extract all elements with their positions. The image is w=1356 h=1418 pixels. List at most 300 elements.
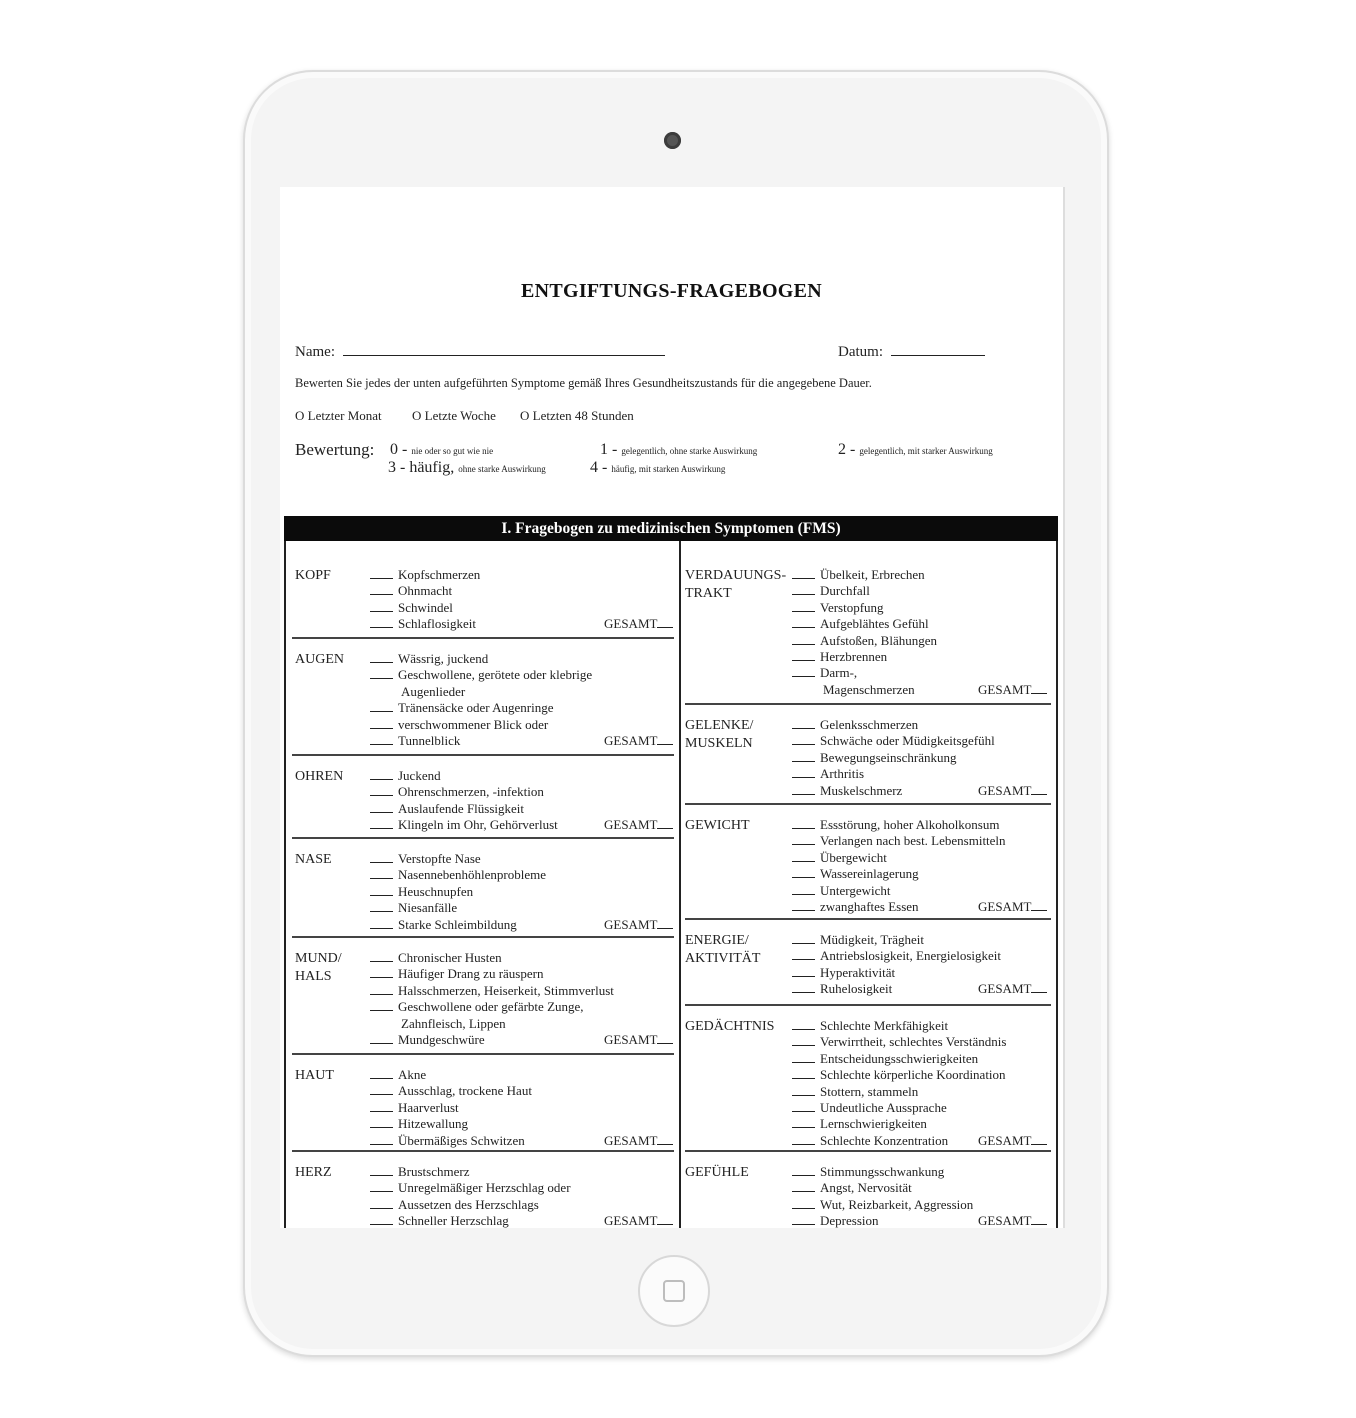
score-blank[interactable] xyxy=(370,769,393,780)
total-blank[interactable] xyxy=(1031,784,1047,795)
score-blank[interactable] xyxy=(792,767,815,778)
score-blank[interactable] xyxy=(370,967,393,978)
section-label: OHREN xyxy=(295,769,344,784)
symptom-text: Chronischer Husten xyxy=(398,950,502,965)
symptom-list xyxy=(370,950,614,1048)
symptom-list xyxy=(370,651,592,749)
symptom-item xyxy=(370,700,592,716)
score-blank[interactable] xyxy=(792,933,815,944)
symptom-text: Aufgeblähtes Gefühl xyxy=(820,616,929,632)
symptom-item xyxy=(792,981,1001,997)
score-blank[interactable] xyxy=(370,601,393,612)
score-blank[interactable] xyxy=(792,1085,815,1096)
score-blank[interactable] xyxy=(792,666,815,677)
total-blank[interactable] xyxy=(1031,1134,1047,1145)
score-blank[interactable] xyxy=(792,1165,815,1176)
symptom-item xyxy=(792,965,1001,981)
symptom-text: Gelenksschmerzen xyxy=(820,717,919,732)
section-separator xyxy=(685,1004,1051,1006)
symptom-text: Übergewicht xyxy=(820,849,887,865)
score-blank[interactable] xyxy=(792,1019,815,1030)
symptom-list xyxy=(370,1067,532,1149)
total-field[interactable] xyxy=(978,981,1047,997)
instruction-text: Bewerten Sie jedes der unten aufgeführten Symptome gemäß Ihres Gesundheitszustands für die angegebene Dauer. xyxy=(295,376,872,390)
symptom-text: Durchfall xyxy=(820,583,870,599)
symptom-item xyxy=(792,850,1006,866)
symptom-text: Wässrig, juckend xyxy=(398,651,489,666)
score-blank[interactable] xyxy=(370,852,393,863)
rating-label: Bewertung: xyxy=(295,440,375,459)
total-blank[interactable] xyxy=(657,734,673,745)
symptom-item xyxy=(370,667,592,683)
symptom-text: Übermäßiges Schwitzen xyxy=(398,1132,525,1148)
symptom-item xyxy=(792,932,1001,948)
symptom-item xyxy=(370,900,546,916)
symptom-text: Wassereinlagerung xyxy=(820,866,919,882)
total-field[interactable] xyxy=(604,917,673,933)
symptom-text: Auslaufende Flüssigkeit xyxy=(398,800,525,816)
symptom-item xyxy=(792,1034,1006,1050)
score-blank[interactable] xyxy=(792,1198,815,1209)
symptom-text: Schneller Herzschlag xyxy=(398,1213,509,1228)
section-label: VERDAUUNGS- TRAKT xyxy=(685,568,787,601)
symptom-item xyxy=(370,867,546,883)
symptom-text: Häufiger Drang zu räuspern xyxy=(398,966,544,982)
symptom-item xyxy=(370,1016,614,1032)
score-blank[interactable] xyxy=(370,1198,393,1209)
symptom-list xyxy=(792,817,1006,915)
total-label: GESAMT xyxy=(978,681,1032,697)
score-blank[interactable] xyxy=(792,634,815,645)
section-separator xyxy=(685,703,1051,705)
symptom-item xyxy=(370,1133,532,1149)
symptom-list xyxy=(792,567,937,698)
symptom-item xyxy=(370,1083,532,1099)
symptom-item xyxy=(792,616,937,632)
section-label: HERZ xyxy=(295,1165,332,1180)
symptom-item xyxy=(370,999,614,1015)
section-separator xyxy=(292,1150,674,1152)
total-blank[interactable] xyxy=(657,918,673,929)
total-label: GESAMT xyxy=(978,1132,1032,1148)
symptom-item xyxy=(370,583,480,599)
section-separator xyxy=(292,837,674,839)
rating-0: 0 - nie oder so gut wie nie xyxy=(390,441,494,458)
total-label: GESAMT xyxy=(978,899,1032,914)
symptom-item xyxy=(370,651,592,667)
symptom-text: Ohrenschmerzen, -infektion xyxy=(398,784,544,800)
score-blank[interactable] xyxy=(370,668,393,679)
total-field[interactable] xyxy=(978,899,1047,915)
symptom-text: Antriebslosigkeit, Energielosigkeit xyxy=(820,948,1002,964)
symptom-text: Arthritis xyxy=(820,766,865,782)
score-blank[interactable] xyxy=(370,818,393,829)
table-border-left xyxy=(284,541,286,1228)
symptom-text: Klingeln im Ohr, Gehörverlust xyxy=(398,817,558,833)
symptom-text: Starke Schleimbildung xyxy=(398,916,517,932)
symptom-item xyxy=(792,1067,1006,1083)
score-blank[interactable] xyxy=(370,1117,393,1128)
option-last-week[interactable]: O Letzte Woche xyxy=(412,408,496,423)
symptom-item xyxy=(370,616,480,632)
total-field[interactable] xyxy=(604,1032,673,1048)
total-blank[interactable] xyxy=(657,1033,673,1044)
symptom-text: Heuschnupfen xyxy=(398,883,474,899)
score-blank[interactable] xyxy=(370,951,393,962)
symptom-item xyxy=(792,833,1006,849)
symptom-text: Essstörung, hoher Alkoholkonsum xyxy=(820,817,1000,832)
score-blank[interactable] xyxy=(792,617,815,628)
symptom-text: Schlechte körperliche Koordination xyxy=(820,1067,1006,1083)
total-field[interactable] xyxy=(604,1133,673,1149)
rating-2: 2 - gelegentlich, mit starker Auswirkung xyxy=(838,441,993,458)
name-label: Name: xyxy=(295,344,335,360)
symptom-list xyxy=(792,717,995,799)
total-field[interactable] xyxy=(604,817,673,833)
score-blank[interactable] xyxy=(370,984,393,995)
symptom-text: Hitzewallung xyxy=(398,1116,469,1132)
symptom-item xyxy=(370,567,480,583)
section-label: HAUT xyxy=(295,1068,334,1083)
symptom-text: zwanghaftes Essen xyxy=(820,899,919,915)
symptom-list xyxy=(370,1164,571,1228)
total-label: GESAMT xyxy=(604,616,658,632)
score-blank[interactable] xyxy=(792,751,815,762)
symptom-text: Verwirrtheit, schlechtes Verständnis xyxy=(820,1034,1007,1050)
symptom-text: Stottern, stammeln xyxy=(820,1083,919,1099)
symptom-text: Stimmungsschwankung xyxy=(820,1164,945,1179)
symptom-text: Tränensäcke oder Augenringe xyxy=(398,700,554,716)
score-blank[interactable] xyxy=(792,966,815,977)
table-border-right xyxy=(1056,541,1058,1228)
total-field[interactable] xyxy=(604,616,673,632)
score-blank[interactable] xyxy=(370,1165,393,1176)
total-field[interactable] xyxy=(978,783,1047,799)
score-blank[interactable] xyxy=(792,734,815,745)
section-label: ENERGIE/ AKTIVITÄT xyxy=(685,933,761,966)
symptom-item xyxy=(792,600,937,616)
symptom-text: Ohnmacht xyxy=(398,583,453,599)
symptom-item xyxy=(792,817,1006,833)
name-row xyxy=(295,341,665,361)
symptom-item xyxy=(792,1133,1006,1149)
symptom-item xyxy=(370,684,592,700)
total-label: GESAMT xyxy=(604,916,658,932)
document-title: ENTGIFTUNGS-FRAGEBOGEN xyxy=(520,280,823,302)
symptom-item xyxy=(370,917,546,933)
symptom-text: Geschwollene, gerötete oder klebrige xyxy=(398,667,593,683)
symptom-item xyxy=(370,1197,571,1213)
symptom-list xyxy=(792,1164,973,1228)
score-blank[interactable] xyxy=(792,1134,815,1145)
symptom-item xyxy=(370,1213,571,1228)
score-blank[interactable] xyxy=(792,949,815,960)
date-field[interactable] xyxy=(891,341,985,356)
symptom-item xyxy=(370,801,558,817)
score-blank[interactable] xyxy=(370,584,393,595)
symptom-item xyxy=(370,884,546,900)
symptom-text: Aussetzen des Herzschlags xyxy=(398,1196,539,1212)
rating-3: 3 - häufig, ohne starke Auswirkung xyxy=(388,459,546,476)
table-divider-middle xyxy=(679,541,681,1228)
option-last-48-hours[interactable]: O Letzten 48 Stunden xyxy=(520,408,634,423)
total-label: GESAMT xyxy=(978,1213,1032,1228)
symptom-item xyxy=(792,750,995,766)
symptom-list xyxy=(370,768,558,834)
home-square-icon xyxy=(663,1280,685,1302)
score-blank[interactable] xyxy=(370,785,393,796)
symptom-text: Magenschmerzen xyxy=(823,681,915,697)
symptom-text: Müdigkeit, Trägheit xyxy=(820,932,925,947)
symptom-text: Schlechte Konzentration xyxy=(820,1132,949,1148)
symptom-item xyxy=(792,717,995,733)
symptom-item xyxy=(370,1100,532,1116)
section-header: I. Fragebogen zu medizinischen Symptomen (FMS) xyxy=(284,516,1058,541)
score-blank[interactable] xyxy=(792,1117,815,1128)
score-blank[interactable] xyxy=(370,1000,393,1011)
symptom-text: Haarverlust xyxy=(398,1099,459,1115)
symptom-list xyxy=(370,567,480,633)
score-blank[interactable] xyxy=(792,1068,815,1079)
symptom-text: Muskelschmerz xyxy=(820,782,903,798)
section-separator xyxy=(292,1053,674,1055)
symptom-item xyxy=(792,1051,1006,1067)
symptom-item xyxy=(792,1018,1006,1034)
symptom-text: Verstopfte Nase xyxy=(398,851,481,866)
symptom-item xyxy=(792,1213,973,1228)
score-blank[interactable] xyxy=(792,1181,815,1192)
symptom-list xyxy=(792,1018,1006,1149)
symptom-text: Darm-, xyxy=(820,665,858,681)
symptom-item xyxy=(370,768,558,784)
score-blank[interactable] xyxy=(370,734,393,745)
total-field[interactable] xyxy=(604,733,673,749)
symptom-text: Zahnfleisch, Lippen xyxy=(401,1015,506,1031)
symptom-text: Nasennebenhöhlenprobleme xyxy=(398,867,547,883)
symptom-item xyxy=(792,1164,973,1180)
score-blank[interactable] xyxy=(792,650,815,661)
symptom-text: verschwommener Blick oder xyxy=(398,716,549,732)
total-blank[interactable] xyxy=(657,818,673,829)
symptom-text: Herzbrennen xyxy=(820,649,888,665)
score-blank[interactable] xyxy=(370,802,393,813)
symptom-text: Juckend xyxy=(398,768,441,783)
total-blank[interactable] xyxy=(1031,1214,1047,1225)
score-blank[interactable] xyxy=(370,617,393,628)
symptom-text: Schwäche oder Müdigkeitsgefühl xyxy=(820,733,995,749)
score-blank[interactable] xyxy=(792,1035,815,1046)
symptom-item xyxy=(792,649,937,665)
symptom-text: Ausschlag, trockene Haut xyxy=(398,1083,532,1099)
score-blank[interactable] xyxy=(370,885,393,896)
total-label: GESAMT xyxy=(978,782,1032,798)
symptom-item xyxy=(792,899,1006,915)
camera-icon xyxy=(664,132,681,149)
symptom-item xyxy=(792,766,995,782)
score-blank[interactable] xyxy=(370,868,393,879)
symptom-item xyxy=(792,948,1001,964)
score-blank[interactable] xyxy=(792,584,815,595)
score-blank[interactable] xyxy=(792,818,815,829)
score-blank[interactable] xyxy=(792,784,815,795)
symptom-list xyxy=(792,932,1001,998)
symptom-item xyxy=(792,1180,973,1196)
section-label: NASE xyxy=(295,852,332,867)
score-blank[interactable] xyxy=(370,1068,393,1079)
name-field[interactable] xyxy=(343,341,665,356)
symptom-item xyxy=(370,784,558,800)
score-blank[interactable] xyxy=(792,1214,815,1225)
total-label: GESAMT xyxy=(978,981,1032,997)
symptom-text: Ruhelosigkeit xyxy=(820,981,893,997)
symptom-text: Kopfschmerzen xyxy=(398,567,481,582)
total-blank[interactable] xyxy=(1031,900,1047,911)
score-blank[interactable] xyxy=(792,982,815,993)
total-label: GESAMT xyxy=(604,733,658,748)
score-blank[interactable] xyxy=(370,1214,393,1225)
option-last-month[interactable]: O Letzter Monat xyxy=(295,408,382,423)
date-row xyxy=(838,341,985,361)
total-field[interactable] xyxy=(978,1133,1047,1149)
score-blank[interactable] xyxy=(792,834,815,845)
score-blank[interactable] xyxy=(792,884,815,895)
section-separator xyxy=(685,1150,1051,1152)
total-blank[interactable] xyxy=(1031,982,1047,993)
symptom-item xyxy=(370,717,592,733)
total-field[interactable] xyxy=(978,682,1047,698)
tablet-screen xyxy=(280,187,1065,1228)
score-blank[interactable] xyxy=(370,901,393,912)
score-blank[interactable] xyxy=(792,568,815,579)
symptom-item xyxy=(792,883,1006,899)
rating-4: 4 - häufig, mit starken Auswirkung xyxy=(590,459,726,476)
score-blank[interactable] xyxy=(370,1181,393,1192)
symptom-item xyxy=(792,1084,1006,1100)
score-blank[interactable] xyxy=(370,568,393,579)
symptom-item xyxy=(370,1180,571,1196)
symptom-text: Verstopfung xyxy=(820,599,884,615)
section-separator xyxy=(292,754,674,756)
section-separator xyxy=(292,936,674,938)
symptom-text: Schwindel xyxy=(398,599,453,615)
symptom-item xyxy=(370,1116,532,1132)
symptom-item xyxy=(792,567,937,583)
symptom-item xyxy=(792,783,995,799)
total-label: GESAMT xyxy=(604,1132,658,1148)
symptom-text: Brustschmerz xyxy=(398,1164,470,1179)
symptom-text: Augenlieder xyxy=(401,683,466,699)
total-label: GESAMT xyxy=(604,1032,658,1047)
symptom-item xyxy=(370,1164,571,1180)
score-blank[interactable] xyxy=(792,1101,815,1112)
symptom-text: Halsschmerzen, Heiserkeit, Stimmverlust xyxy=(398,982,614,998)
symptom-text: Untergewicht xyxy=(820,882,891,898)
symptom-item xyxy=(792,1197,973,1213)
symptom-item xyxy=(370,983,614,999)
symptom-item xyxy=(370,733,592,749)
score-blank[interactable] xyxy=(370,1101,393,1112)
section-label: GEWICHT xyxy=(685,818,750,833)
total-blank[interactable] xyxy=(1031,683,1047,694)
section-separator xyxy=(292,637,674,639)
symptom-item xyxy=(792,866,1006,882)
symptom-item xyxy=(792,583,937,599)
score-blank[interactable] xyxy=(792,900,815,911)
section-label: GEDÄCHTNIS xyxy=(685,1019,775,1034)
section-label: AUGEN xyxy=(295,652,344,667)
section-label: KOPF xyxy=(295,568,331,583)
symptom-item xyxy=(370,1067,532,1083)
score-blank[interactable] xyxy=(792,867,815,878)
symptom-item xyxy=(370,851,546,867)
total-field[interactable] xyxy=(978,1213,1047,1228)
symptom-item xyxy=(792,1100,1006,1116)
symptom-text: Geschwollene oder gefärbte Zunge, xyxy=(398,999,584,1015)
section-label: MUND/ HALS xyxy=(295,951,342,984)
rating-1: 1 - gelegentlich, ohne starke Auswirkung xyxy=(600,441,758,458)
symptom-text: Mundgeschwüre xyxy=(398,1032,485,1048)
symptom-list xyxy=(370,851,546,933)
symptom-item xyxy=(792,733,995,749)
symptom-text: Bewegungseinschränkung xyxy=(820,749,957,765)
section-separator xyxy=(685,803,1051,805)
home-button[interactable] xyxy=(638,1255,710,1327)
section-label: GEFÜHLE xyxy=(685,1165,749,1180)
score-blank[interactable] xyxy=(370,1134,393,1145)
symptom-text: Wut, Reizbarkeit, Aggression xyxy=(820,1196,974,1212)
symptom-text: Depression xyxy=(820,1213,879,1228)
symptom-text: Aufstoßen, Blähungen xyxy=(820,632,937,648)
symptom-text: Verlangen nach best. Lebensmitteln xyxy=(820,833,1006,849)
score-blank[interactable] xyxy=(370,1033,393,1044)
symptom-item xyxy=(370,1032,614,1048)
section-label: GELENKE/ MUSKELN xyxy=(685,718,754,751)
total-blank[interactable] xyxy=(657,1214,673,1225)
total-label: GESAMT xyxy=(604,817,658,833)
symptom-text: Entscheidungsschwierigkeiten xyxy=(820,1050,979,1066)
score-blank[interactable] xyxy=(370,918,393,929)
symptom-item xyxy=(370,966,614,982)
score-blank[interactable] xyxy=(370,701,393,712)
symptom-text: Akne xyxy=(398,1067,427,1082)
score-blank[interactable] xyxy=(792,851,815,862)
total-blank[interactable] xyxy=(657,617,673,628)
symptom-item xyxy=(792,682,937,698)
total-label: GESAMT xyxy=(604,1213,658,1228)
section-separator xyxy=(685,918,1051,920)
score-blank[interactable] xyxy=(792,1052,815,1063)
score-blank[interactable] xyxy=(370,652,393,663)
symptom-text: Niesanfälle xyxy=(398,900,458,916)
date-label: Datum: xyxy=(838,344,883,360)
score-blank[interactable] xyxy=(370,1084,393,1095)
total-field[interactable] xyxy=(604,1213,673,1228)
symptom-item xyxy=(370,600,480,616)
symptom-text: Undeutliche Aussprache xyxy=(820,1100,947,1116)
symptom-text: Lernschwierigkeiten xyxy=(820,1116,927,1132)
symptom-item xyxy=(792,665,937,681)
score-blank[interactable] xyxy=(792,601,815,612)
symptom-text: Hyperaktivität xyxy=(820,964,896,980)
symptom-text: Übelkeit, Erbrechen xyxy=(820,567,925,582)
score-blank[interactable] xyxy=(792,718,815,729)
symptom-text: Angst, Nervosität xyxy=(820,1180,912,1196)
symptom-text: Tunnelblick xyxy=(398,733,461,749)
symptom-item xyxy=(370,817,558,833)
score-blank[interactable] xyxy=(370,718,393,729)
total-blank[interactable] xyxy=(657,1134,673,1145)
symptom-text: Unregelmäßiger Herzschlag oder xyxy=(398,1180,571,1196)
